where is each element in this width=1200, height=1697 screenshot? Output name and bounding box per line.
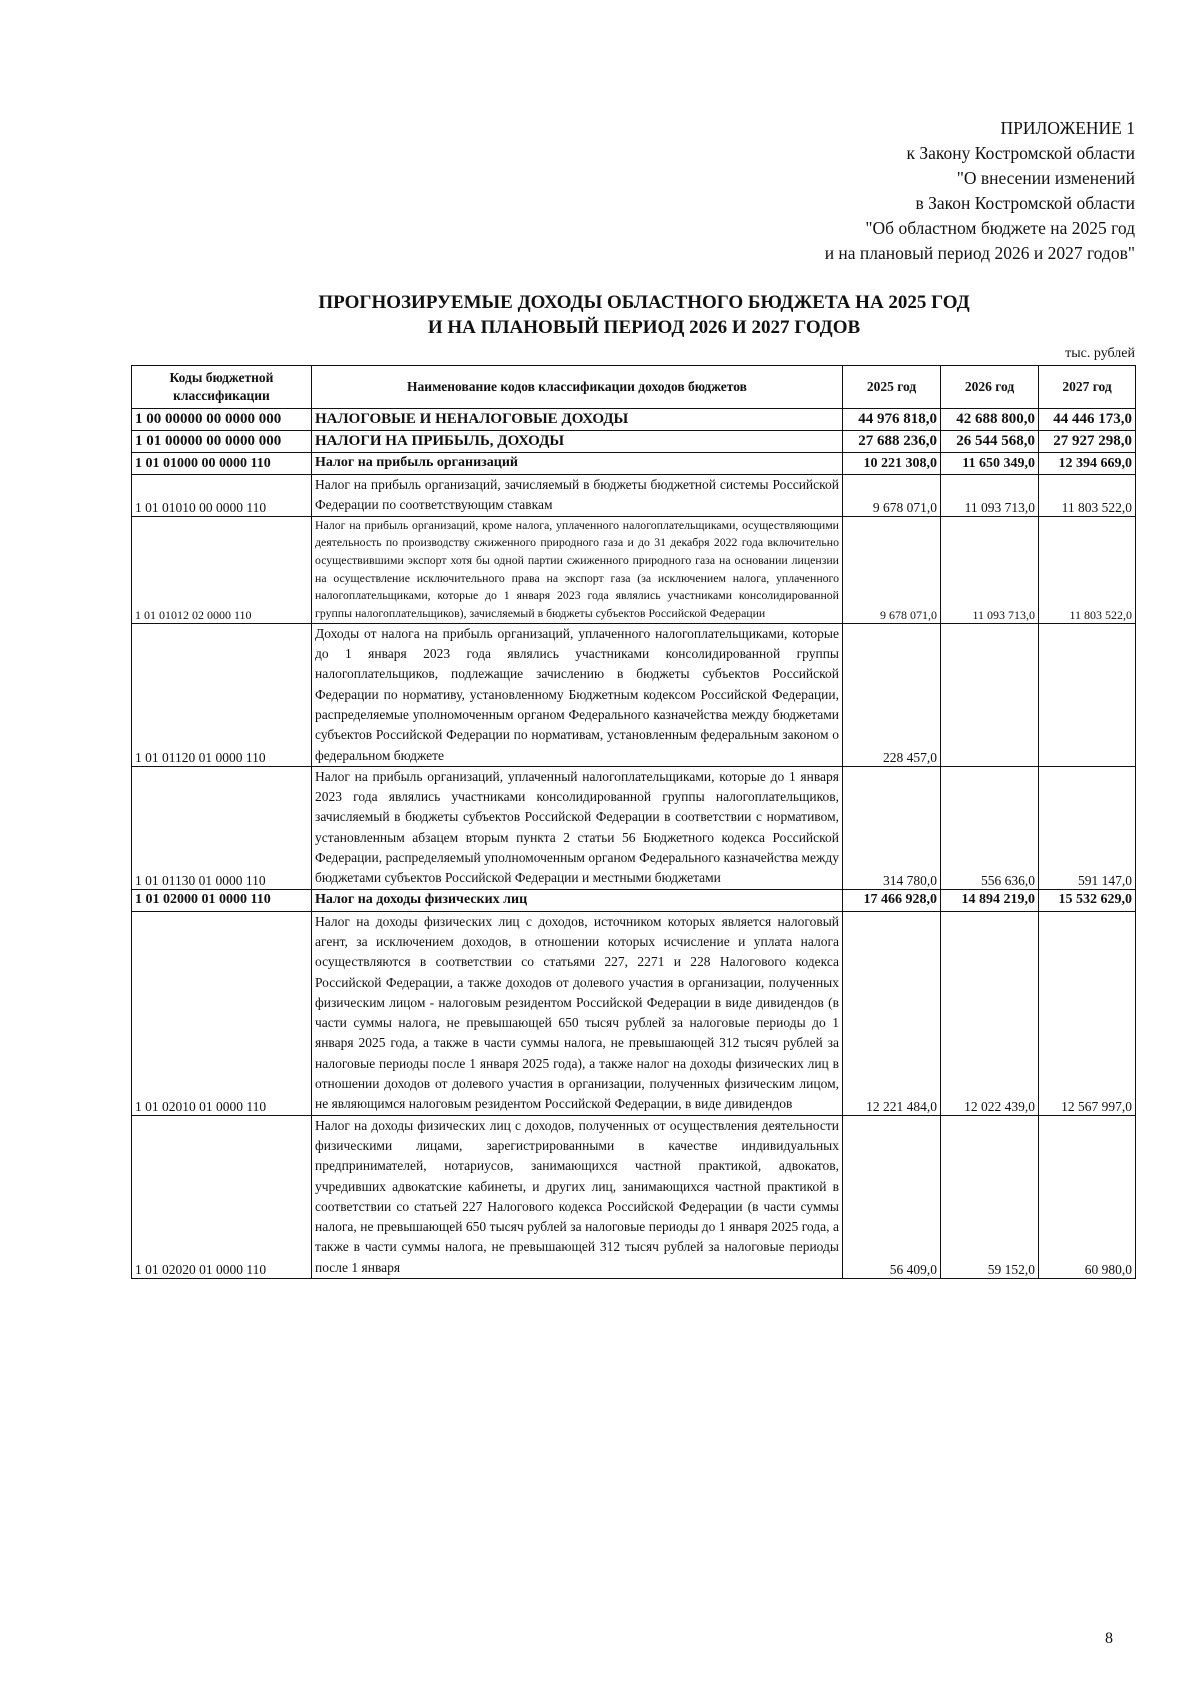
row-name: Налог на прибыль организаций, кроме налога, уплаченного налогоплательщиками, осуществляющими деятельность по производству сжиженного природного газа и до 31 декабря 2022 года включительно осуществившими экспорт хотя бы одной партии сжиженного природного газа на основании лицензии на осуществление исключительного права на экспорт газа (за исключением налога, уплаченного налогоплательщиками, которые до 1 января 2023 года являлись участниками консолидированной группы налогоплательщиков), зачисляемый в бюджеты субъектов Российской Федерации	[312, 516, 843, 623]
table-header-row	[132, 366, 1136, 409]
units-label: тыс. рублей	[1065, 346, 1135, 361]
row-code: 1 01 02010 01 0000 110	[132, 911, 312, 1115]
row-code: 1 01 01000 00 0000 110	[132, 453, 312, 475]
table-row	[132, 409, 1136, 431]
appendix-line: и на плановый период 2026 и 2027 годов"	[824, 243, 1135, 263]
row-name: Налог на доходы физических лиц с доходов, источником которых является налоговый агент, за исключением доходов, в отношении которых исчисление и уплата налога осуществляются в соответствии со статьями 227, 2271 и 228 Налогового кодекса Российской Федерации, а также доходов от долевого участия в организации, полученных физическим лицом - налоговым резидентом Российской Федерации в виде дивидендов (в части суммы налога, не превышающей 650 тысяч рублей за налоговые периоды до 1 января 2025 года, а также в части суммы налога, не превышающей 312 тысяч рублей за налоговые периоды после 1 января 2025 года), а также налог на доходы физических лиц в отношении доходов от долевого участия в организации, полученных физическим лицом, не являющимся налоговым резидентом Российской Федерации, в виде дивидендов	[312, 911, 843, 1115]
table-row	[132, 453, 1136, 475]
row-value-2026: 11 650 349,0	[941, 453, 1039, 475]
row-value-2025: 17 466 928,0	[843, 889, 941, 911]
row-value-2026: 11 093 713,0	[941, 516, 1039, 623]
appendix-line: ПРИЛОЖЕНИЕ 1	[1000, 118, 1135, 138]
row-value-2026: 14 894 219,0	[941, 889, 1039, 911]
row-code: 1 01 02000 01 0000 110	[132, 889, 312, 911]
page-number: 8	[1105, 1630, 1113, 1647]
row-value-2025: 27 688 236,0	[843, 431, 941, 453]
row-value-2026: 59 152,0	[941, 1115, 1039, 1278]
appendix-line: "О внесении изменений	[956, 168, 1135, 188]
row-code: 1 01 01120 01 0000 110	[132, 623, 312, 766]
revenue-table	[131, 365, 1136, 1279]
row-value-2027: 11 803 522,0	[1039, 475, 1136, 517]
table-row	[132, 889, 1136, 911]
row-value-2025: 314 780,0	[843, 766, 941, 889]
row-name: Налог на прибыль организаций, уплаченный налогоплательщиками, которые до 1 января 2023 года являлись участниками консолидированной группы налогоплательщиков, зачисляемый в бюджеты субъектов Российской Федерации в соответствии с нормативом, установленным абзацем вторым пункта 2 статьи 56 Бюджетного кодекса Российской Федерации, распределяемый уполномоченным органом Федерального казначейства между бюджетами субъектов Российской Федерации и местными бюджетами	[312, 766, 843, 889]
row-value-2026: 42 688 800,0	[941, 409, 1039, 431]
row-name: НАЛОГОВЫЕ И НЕНАЛОГОВЫЕ ДОХОДЫ	[312, 409, 843, 431]
row-code: 1 01 02020 01 0000 110	[132, 1115, 312, 1278]
table-row	[132, 475, 1136, 517]
row-value-2026: 556 636,0	[941, 766, 1039, 889]
document-title	[0, 290, 1200, 340]
row-value-2027: 12 394 669,0	[1039, 453, 1136, 475]
row-name: НАЛОГИ НА ПРИБЫЛЬ, ДОХОДЫ	[312, 431, 843, 453]
table-row	[132, 431, 1136, 453]
row-value-2025: 44 976 818,0	[843, 409, 941, 431]
row-name: Налог на прибыль организаций	[312, 453, 843, 475]
row-value-2026: 12 022 439,0	[941, 911, 1039, 1115]
table-row	[132, 1115, 1136, 1278]
row-value-2025: 12 221 484,0	[843, 911, 941, 1115]
row-code: 1 01 00000 00 0000 000	[132, 431, 312, 453]
row-code: 1 01 01010 00 0000 110	[132, 475, 312, 517]
title-line-1: ПРОГНОЗИРУЕМЫЕ ДОХОДЫ ОБЛАСТНОГО БЮДЖЕТА НА 2025 ГОД	[318, 292, 970, 313]
row-value-2027: 12 567 997,0	[1039, 911, 1136, 1115]
table-row	[132, 911, 1136, 1115]
row-name: Налог на доходы физических лиц	[312, 889, 843, 911]
appendix-line: в Закон Костромской области	[915, 193, 1135, 213]
row-value-2027: 27 927 298,0	[1039, 431, 1136, 453]
row-value-2027: 60 980,0	[1039, 1115, 1136, 1278]
table-row	[132, 766, 1136, 889]
table-row	[132, 623, 1136, 766]
appendix-line: "Об областном бюджете на 2025 год	[865, 218, 1135, 238]
row-value-2027: 44 446 173,0	[1039, 409, 1136, 431]
header-2027: 2027 год	[1039, 366, 1136, 409]
row-name: Налог на доходы физических лиц с доходов, полученных от осуществления деятельности физическими лицами, зарегистрированными в качестве индивидуальных предпринимателей, нотариусов, занимающихся частной практикой, адвокатов, учредивших адвокатские кабинеты, и других лиц, занимающихся частной практикой в соответствии со статьей 227 Налогового кодекса Российской Федерации (в части суммы налога, не превышающей 650 тысяч рублей за налоговые периоды до 1 января 2025 года, а также в части суммы налога, не превышающей 312 тысяч рублей за налоговые периоды после 1 января	[312, 1115, 843, 1278]
row-value-2027	[1039, 623, 1136, 766]
row-value-2025: 9 678 071,0	[843, 475, 941, 517]
row-value-2026: 11 093 713,0	[941, 475, 1039, 517]
header-name: Наименование кодов классификации доходов бюджетов	[312, 366, 843, 409]
table-row	[132, 516, 1136, 623]
header-code: Коды бюджетной классификации	[132, 366, 312, 409]
row-value-2026: 26 544 568,0	[941, 431, 1039, 453]
row-value-2027: 591 147,0	[1039, 766, 1136, 889]
row-value-2025: 228 457,0	[843, 623, 941, 766]
row-value-2027: 11 803 522,0	[1039, 516, 1136, 623]
row-value-2027: 15 532 629,0	[1039, 889, 1136, 911]
appendix-line: к Закону Костромской области	[906, 143, 1135, 163]
row-name: Доходы от налога на прибыль организаций, уплаченного налогоплательщиками, которые до 1 января 2023 года являлись участниками консолидированной группы налогоплательщиков, подлежащие зачислению в бюджеты субъектов Российской Федерации по нормативу, установленному Бюджетным кодексом Российской Федерации, распределяемые уполномоченным органом Федерального казначейства между бюджетами субъектов Российской Федерации по нормативам, установленным федеральным законом о федеральном бюджете	[312, 623, 843, 766]
title-line-2: И НА ПЛАНОВЫЙ ПЕРИОД 2026 И 2027 ГОДОВ	[427, 317, 861, 338]
appendix-header	[825, 116, 1135, 266]
row-value-2025: 10 221 308,0	[843, 453, 941, 475]
row-code: 1 00 00000 00 0000 000	[132, 409, 312, 431]
row-code: 1 01 01130 01 0000 110	[132, 766, 312, 889]
row-name: Налог на прибыль организаций, зачисляемый в бюджеты бюджетной системы Российской Федерации по соответствующим ставкам	[312, 475, 843, 517]
row-value-2025: 9 678 071,0	[843, 516, 941, 623]
row-value-2026	[941, 623, 1039, 766]
row-code: 1 01 01012 02 0000 110	[132, 516, 312, 623]
row-value-2025: 56 409,0	[843, 1115, 941, 1278]
header-2025: 2025 год	[843, 366, 941, 409]
header-2026: 2026 год	[941, 366, 1039, 409]
